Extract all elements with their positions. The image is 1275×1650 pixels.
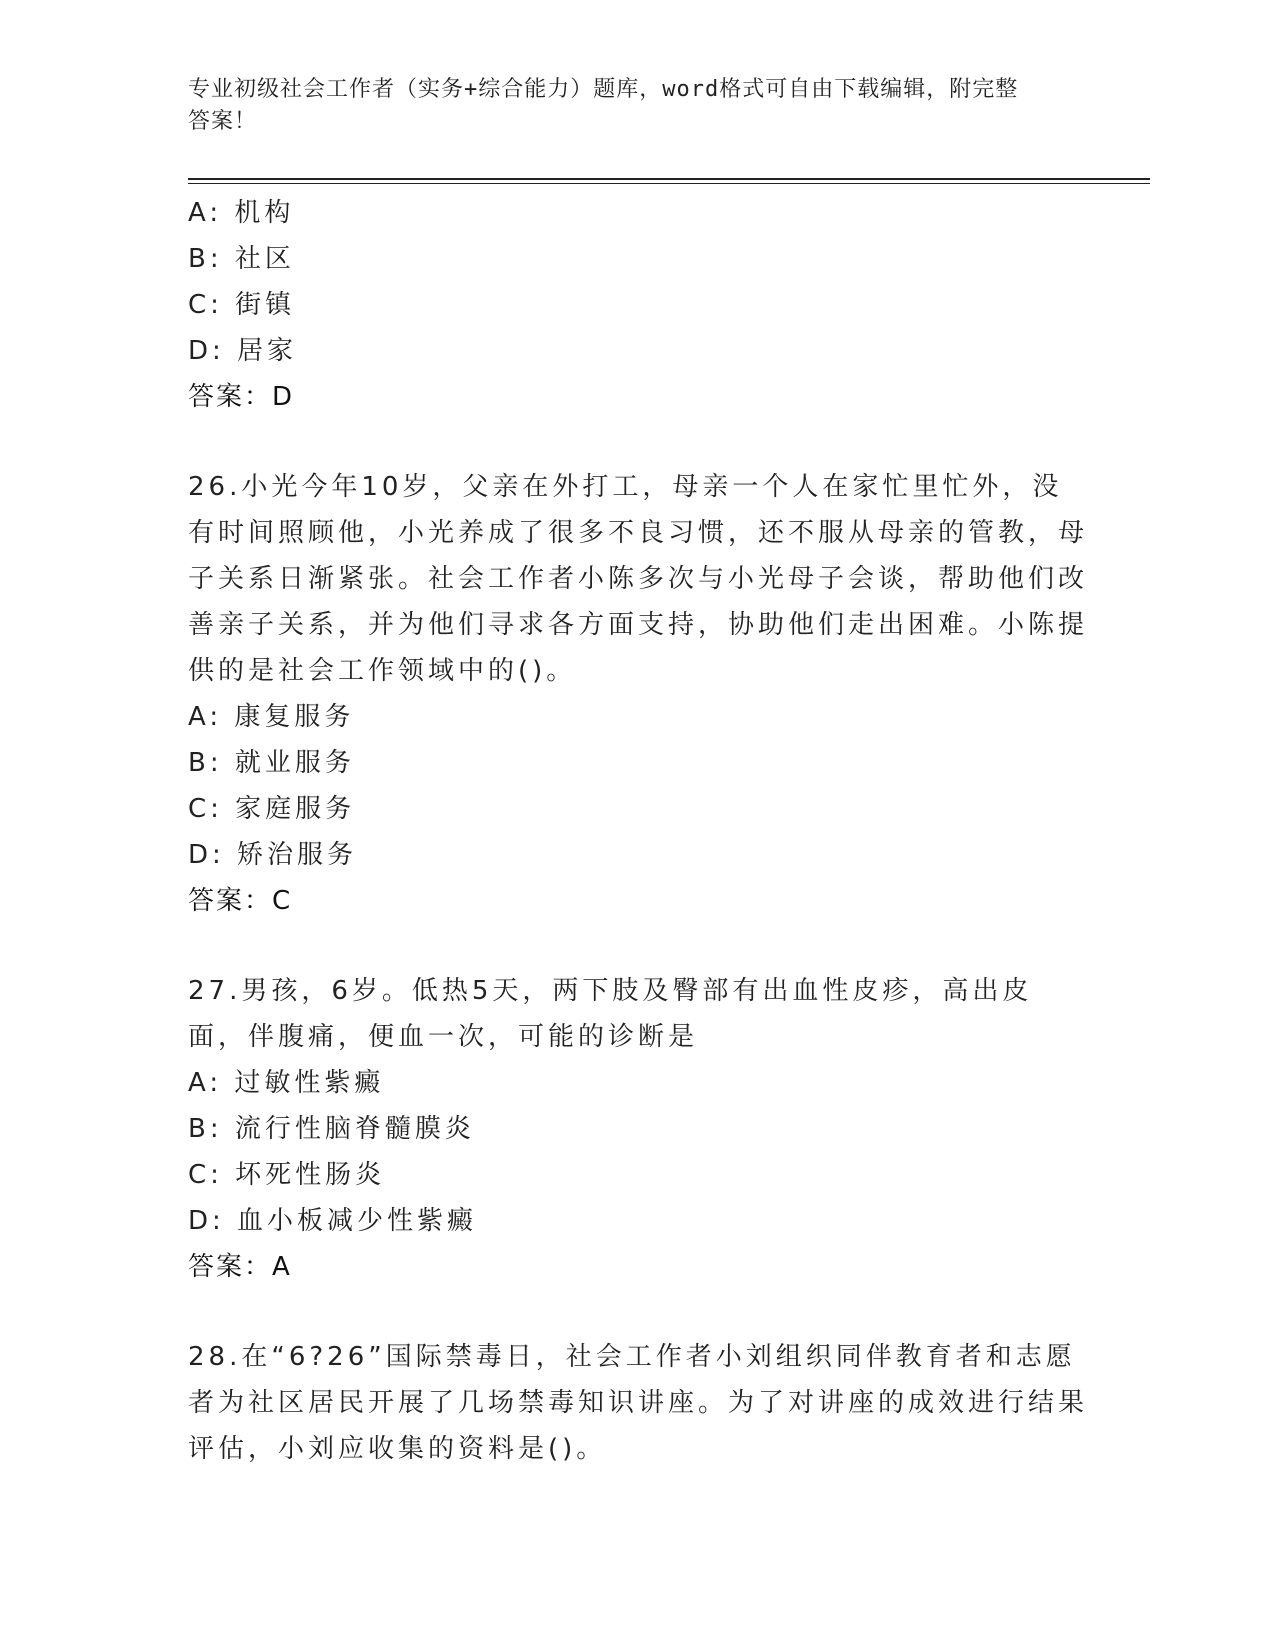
header-rule-thick xyxy=(188,178,1150,180)
answer-line: 答案：A xyxy=(188,1252,292,1282)
option-a: A: 机构 xyxy=(188,198,295,228)
option-d: D: 矫治服务 xyxy=(188,840,358,870)
header-rule-thin xyxy=(188,183,1150,184)
question-text: 27.男孩，6岁。低热5天，两下肢及臀部有出血性皮疹，高出皮面，伴腹痛，便血一次，可能的诊断是 xyxy=(188,976,1033,1052)
option-d: D: 血小板减少性紫癜 xyxy=(188,1206,478,1236)
option-c: C: 家庭服务 xyxy=(188,794,356,824)
option-b: B: 流行性脑脊髓膜炎 xyxy=(188,1114,475,1144)
header-line-2: 答案！ xyxy=(188,109,258,134)
option-c: C: 坏死性肠炎 xyxy=(188,1160,386,1190)
option-d: D: 居家 xyxy=(188,336,298,366)
question-text: 28.在“6?26”国际禁毒日，社会工作者小刘组织同伴教育者和志愿者为社区居民开展了几场禁毒知识讲座。为了对讲座的成效进行结果评估，小刘应收集的资料是()。 xyxy=(188,1342,1089,1464)
answer-line: 答案：C xyxy=(188,886,293,916)
option-a: A: 过敏性紫癜 xyxy=(188,1068,385,1098)
option-b: B: 社区 xyxy=(188,244,295,274)
option-c: C: 街镇 xyxy=(188,290,296,320)
question-text: 26.小光今年10岁，父亲在外打工，母亲一个人在家忙里忙外，没有时间照顾他，小光养成了很多不良习惯，还不服从母亲的管教，母子关系日渐紧张。社会工作者小陈多次与小光母子会谈，帮助他们改善亲子关系，并为他们寻求各方面支持，协助他们走出困难。小陈提供的是社会工作领域中的()。 xyxy=(188,472,1089,686)
option-b: B: 就业服务 xyxy=(188,748,355,778)
page-header xyxy=(188,74,1088,138)
header-line-1: 专业初级社会工作者（实务+综合能力）题库，word格式可自由下载编辑，附完整 xyxy=(188,77,1019,102)
answer-line: 答案：D xyxy=(188,382,295,412)
question-list xyxy=(188,190,1088,1472)
option-a: A: 康复服务 xyxy=(188,702,355,732)
